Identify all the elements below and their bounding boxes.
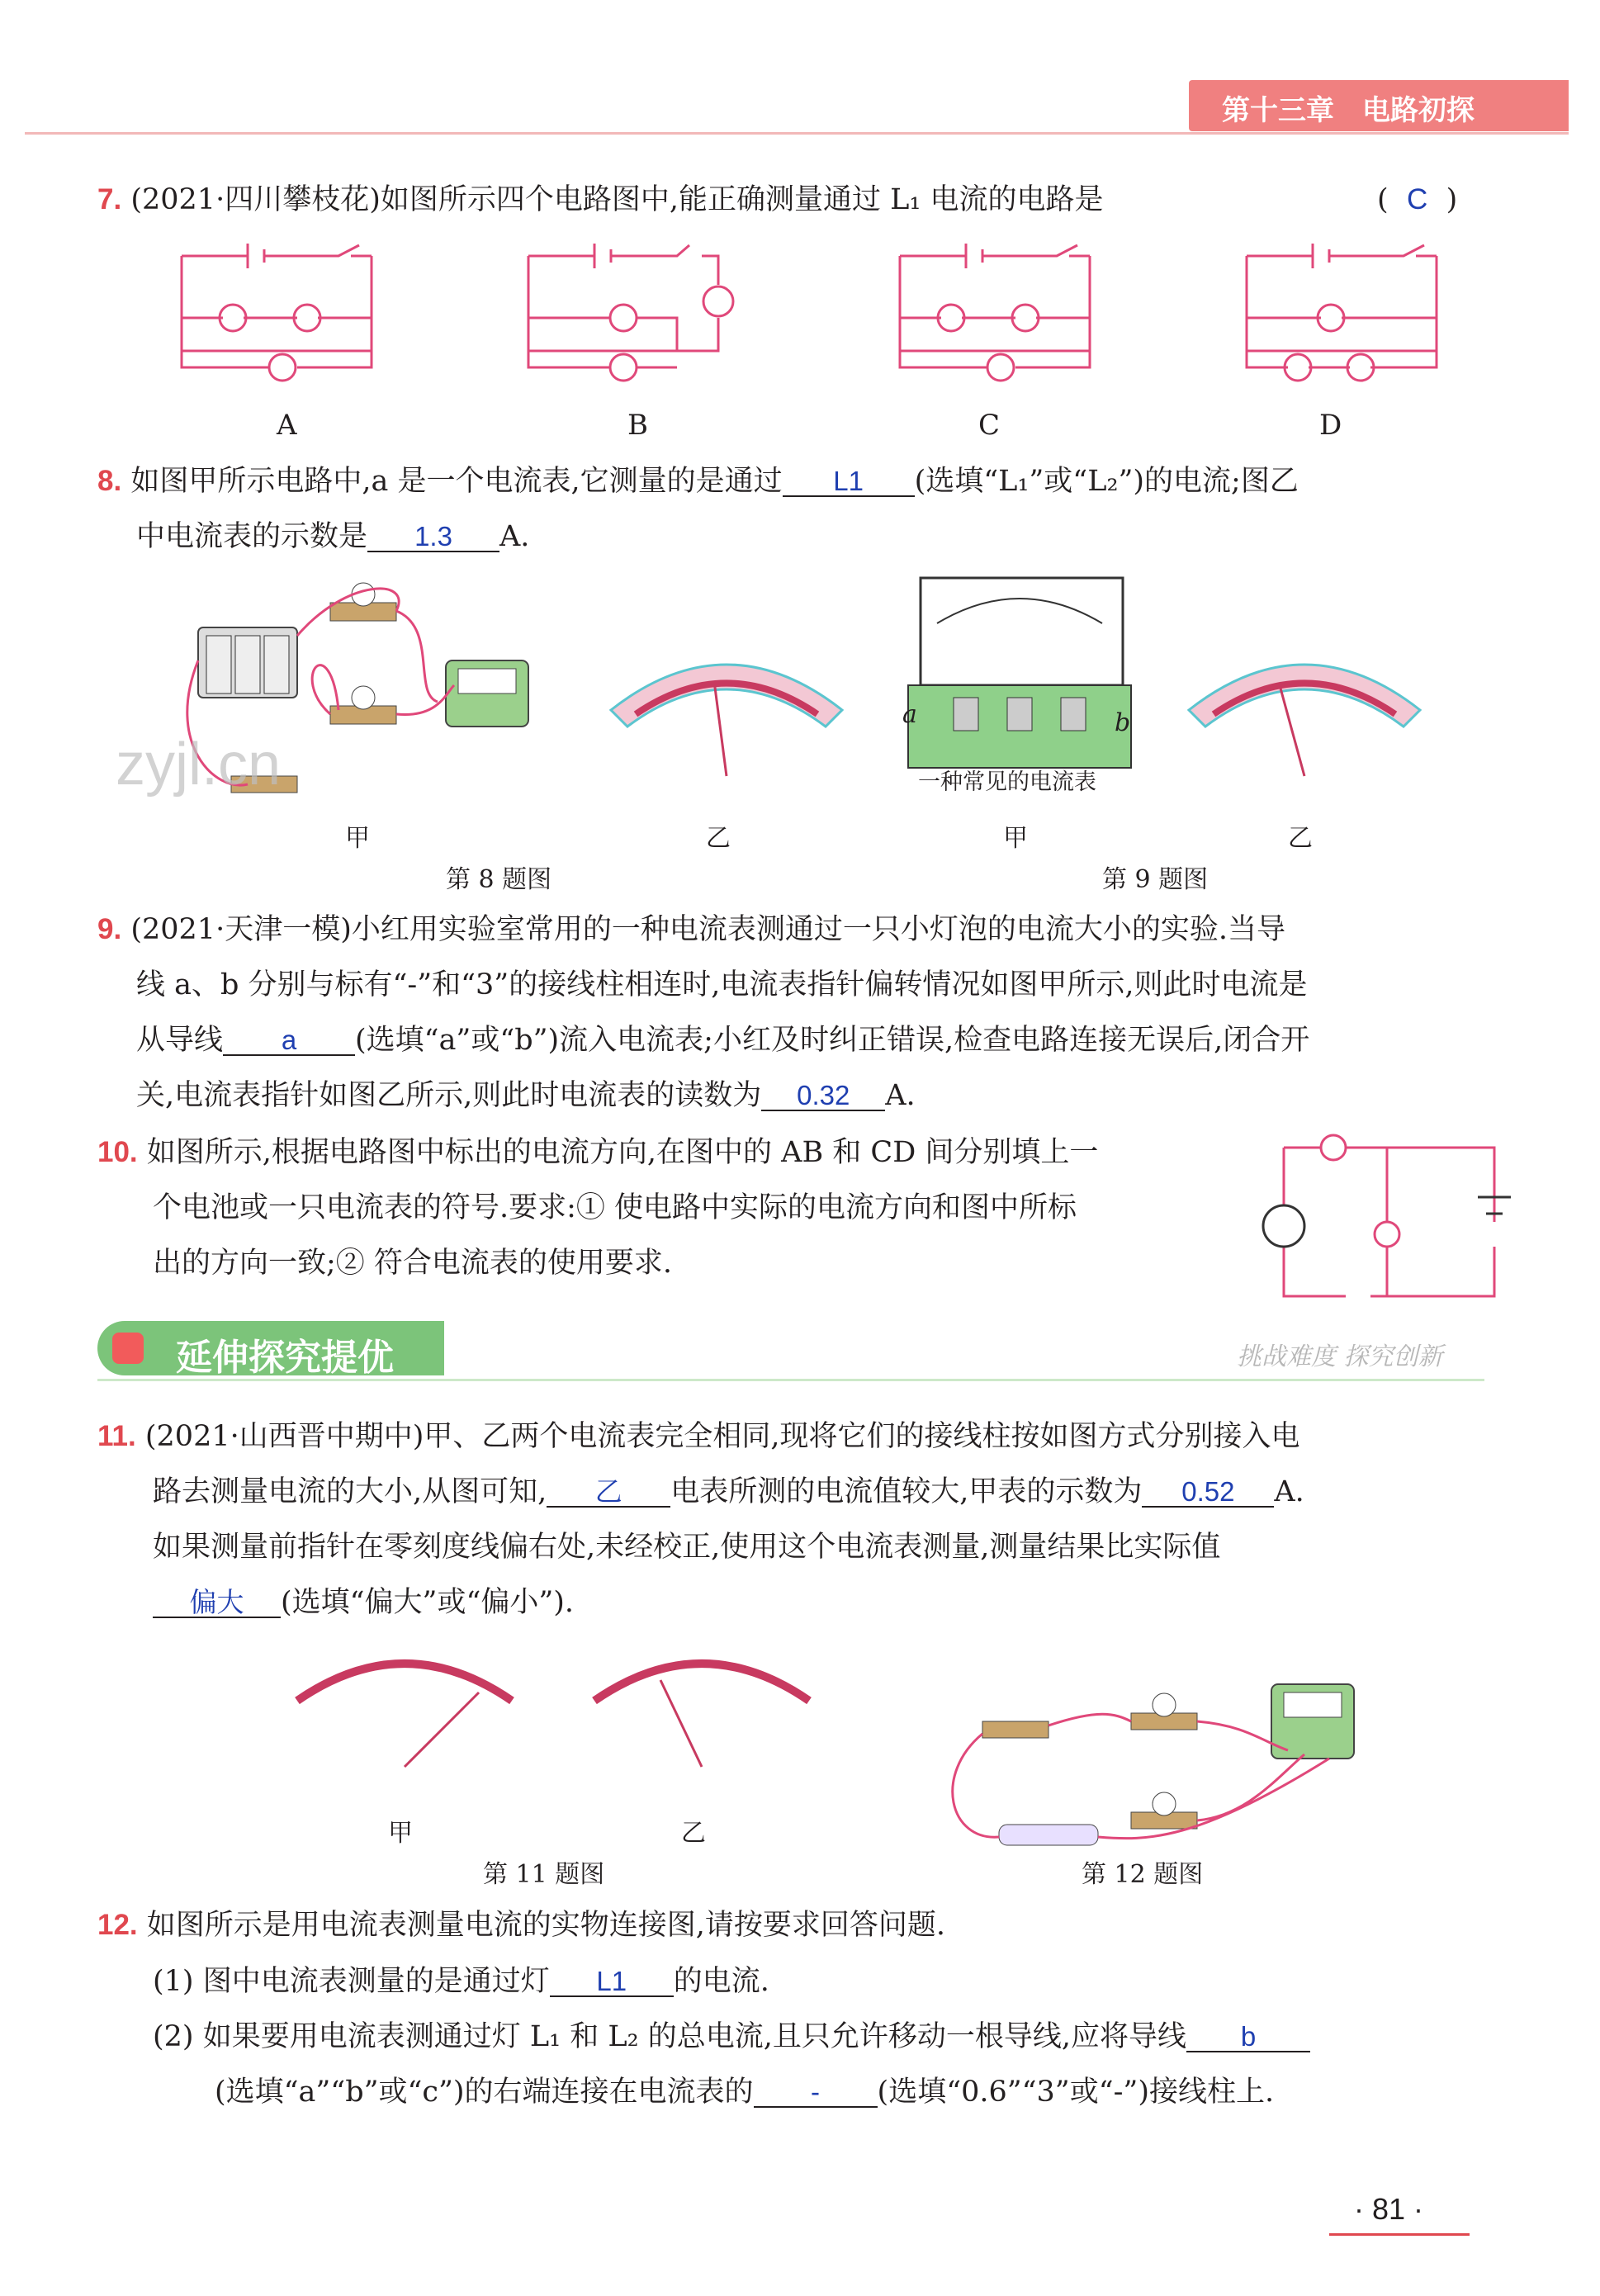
chapter-title: 第十三章 电路初探 [1222,94,1475,127]
question-text: 的电流. [673,1965,769,1998]
circuit-c [900,244,1090,381]
question-12-line1 [97,1909,945,1942]
q11-answer-3: 偏大 [153,1588,281,1618]
question-text: (选填“0.6”“3”或“-”)接线柱上. [877,2076,1275,2109]
question-text: A. [1274,1475,1304,1508]
question-12-part2 [153,2020,1310,2053]
header-underline [25,132,1569,135]
option-label-c: C [978,409,1001,442]
question-text: A. [499,520,530,553]
question-text: 中电流表的示数是 [136,520,368,553]
fig8-caption: 第 8 题图 [446,865,552,894]
question-number: 7. [97,183,122,215]
question-number: 12. [97,1909,138,1941]
question-text: 从导线 [136,1024,224,1057]
fig11-meter-right [578,1643,826,1792]
question-9-line2 [136,968,1307,1001]
circuit-diagrams-q7 [165,235,1486,442]
question-text: 如图所示,根据电路图中标出的电流方向,在图中的 AB 和 CD 间分别填上一 [146,1136,1099,1169]
question-text: (选填“a”“b”或“c”)的右端连接在电流表的 [215,2076,754,2109]
question-9-line3 [136,1024,1309,1057]
fig11-right-label: 乙 [681,1819,706,1848]
fig12-caption: 第 12 题图 [1082,1860,1204,1889]
fig9-wire-a: a [902,700,917,729]
fig9-right-label: 乙 [1288,824,1313,853]
question-text: (选填“L₁”或“L₂”)的电流;图乙 [914,465,1299,498]
question-number: 8. [97,465,122,497]
circuit-d [1247,244,1437,381]
section-title: 延伸探究提优 [176,1337,394,1379]
section-banner [97,1321,1484,1381]
fig11-left-label: 甲 [388,1819,413,1848]
question-10-line3 [153,1247,672,1280]
q11-answer-2: 0.52 [1142,1478,1274,1508]
question-8-line2 [136,520,529,553]
section-icon [112,1333,144,1364]
option-label-d: D [1319,409,1342,442]
question-9-line4 [136,1079,916,1112]
question-text: (选填“偏大”或“偏小”). [281,1586,575,1619]
question-text: (2021·天津一模)小红用实验室常用的一种电流表测通过一只小灯泡的电流大小的实验.当导 [130,913,1285,946]
fig9-left-label: 甲 [1003,824,1028,853]
page-number-underline [1329,2233,1470,2236]
question-12-part1 [153,1965,769,1998]
q11-answer-1: 乙 [547,1478,670,1508]
question-text: 如果测量前指针在零刻度线偏右处,未经校正,使用这个电流表测量,测量结果比实际值 [153,1531,1221,1564]
question-text: 出的方向一致;② 符合电流表的使用要求. [153,1247,673,1280]
question-11-line4 [153,1586,574,1619]
question-text: (2021·山西晋中期中)甲、乙两个电流表完全相同,现将它们的接线柱按如图方式分别接入电 [144,1420,1300,1453]
watermark: zyjl.cn [116,731,282,798]
question-text: (选填“a”或“b”)流入电流表;小红及时纠正错误,检查电路连接无误后,闭合开 [355,1024,1310,1057]
question-12-part3 [215,2076,1274,2109]
q7-answer-box: ( C ) [1377,183,1458,216]
fig9-meter-dial [1181,636,1428,793]
fig8-meter-dial [603,636,850,793]
q9-answer-2: 0.32 [761,1082,885,1111]
question-10-line1 [97,1136,1098,1169]
section-slogan: 挑战难度 探究创新 [1237,1342,1443,1371]
q12-answer-1: L1 [550,1967,674,1997]
q8-answer-2: 1.3 [367,523,499,552]
fig9-caption: 第 9 题图 [1102,865,1209,894]
q8-answer-1: L1 [783,467,915,497]
question-number: 10. [97,1136,138,1168]
question-text: 线 a、b 分别与标有“-”和“3”的接线柱相连时,电流表指针偏转情况如图甲所示,则此时电流是 [136,968,1308,1001]
question-text: (1) 图中电流表测量的是通过灯 [153,1965,550,1998]
option-label-b: B [627,409,648,442]
q10-circuit-diagram [1247,1123,1527,1304]
question-text: (2) 如果要用电流表测通过灯 L₁ 和 L₂ 的总电流,且只允许移动一根导线,应将导线 [153,2020,1187,2053]
question-text: A. [885,1079,916,1112]
fig11-caption: 第 11 题图 [483,1860,605,1889]
fig9-wire-b: b [1115,708,1131,737]
question-text: 如图所示是用电流表测量电流的实物连接图,请按要求回答问题. [146,1909,946,1942]
question-11-line2 [153,1475,1304,1508]
question-9-line1 [97,913,1285,946]
option-label-a: A [277,409,297,442]
fig9-meter-caption: 一种常见的电流表 [918,769,1096,795]
q12-answer-3: - [754,2078,878,2108]
question-11-line1 [97,1420,1300,1453]
question-11-line3 [153,1531,1220,1564]
question-8-line1 [97,465,1299,498]
question-text: 个电池或一只电流表的符号.要求:① 使电路中实际的电流方向和图中所标 [153,1191,1077,1224]
page-number: · 81 · [1354,2192,1424,2226]
question-text: 路去测量电流的大小,从图可知, [153,1475,547,1508]
question-10-line2 [153,1191,1077,1224]
question-number: 9. [97,913,122,945]
q12-answer-2: b [1186,2023,1310,2052]
q7-answer: C [1407,183,1428,215]
fig12-physical-circuit [933,1676,1379,1849]
question-text: 电表所测的电流值较大,甲表的示数为 [670,1475,1143,1508]
circuit-a [182,244,372,381]
q9-answer-1: a [223,1026,355,1056]
fig8-left-label: 甲 [345,824,370,853]
question-text: 关,电流表指针如图乙所示,则此时电流表的读数为 [136,1079,762,1112]
question-7 [97,183,1104,216]
fig9-meter-photo [904,574,1135,780]
question-text: (2021·四川攀枝花)如图所示四个电路图中,能正确测量通过 L₁ 电流的电路是 [130,183,1104,216]
fig8-right-label: 乙 [706,824,731,853]
fig11-meter-left [281,1643,528,1792]
question-text: 如图甲所示电路中,a 是一个电流表,它测量的是通过 [130,465,783,498]
question-number: 11. [97,1420,136,1452]
circuit-b [528,244,733,381]
